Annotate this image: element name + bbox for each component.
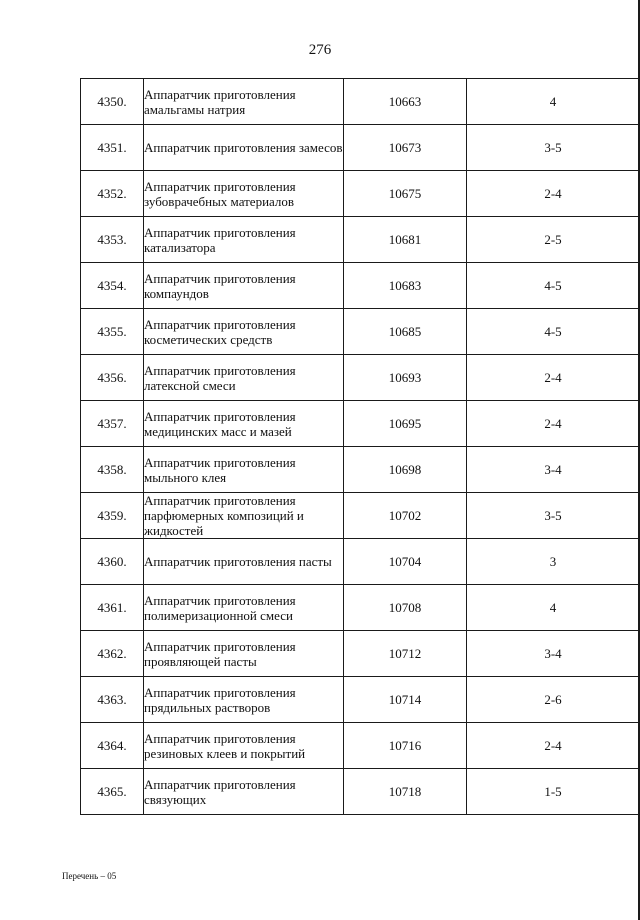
profession-name [144,171,344,217]
grade-range: 3-5 [467,493,640,539]
profession-name [144,585,344,631]
profession-code: 10698 [344,447,467,493]
footer-label: Перечень – 05 [62,871,117,881]
table-row [81,263,640,309]
profession-code: 10702 [344,493,467,539]
profession-name [144,79,344,125]
profession-name [144,769,344,815]
table-row [81,125,640,171]
grade-range: 4-5 [467,309,640,355]
profession-name-text: Аппаратчик приготовления замесов [144,140,343,155]
profession-name [144,539,344,585]
profession-name-text: Аппаратчик приготовления медицинских масс и мазей [144,408,296,439]
profession-name [144,631,344,677]
row-number: 4356. [81,355,144,401]
table-row [81,493,640,539]
grade-range: 2-4 [467,401,640,447]
row-number: 4351. [81,125,144,171]
profession-code: 10693 [344,355,467,401]
profession-name [144,355,344,401]
table-row [81,769,640,815]
profession-name [144,677,344,723]
table-row [81,171,640,217]
row-number: 4362. [81,631,144,677]
grade-range: 2-4 [467,723,640,769]
profession-name-text: Аппаратчик приготовления мыльного клея [144,454,296,485]
row-number: 4354. [81,263,144,309]
table-row [81,447,640,493]
row-number: 4360. [81,539,144,585]
row-number: 4365. [81,769,144,815]
profession-name-text: Аппаратчик приготовления амальгамы натрия [144,86,296,117]
profession-code: 10673 [344,125,467,171]
profession-code: 10718 [344,769,467,815]
profession-name-text: Аппаратчик приготовления компаундов [144,270,296,301]
profession-name [144,309,344,355]
profession-code: 10685 [344,309,467,355]
table-row [81,355,640,401]
row-number: 4350. [81,79,144,125]
profession-code: 10708 [344,585,467,631]
table-row [81,401,640,447]
row-number: 4352. [81,171,144,217]
grade-range: 4 [467,585,640,631]
profession-name-text: Аппаратчик приготовления проявляющей пасты [144,638,296,669]
grade-range: 3 [467,539,640,585]
profession-name-text: Аппаратчик приготовления полимеризационной смеси [144,592,296,623]
profession-name [144,125,344,171]
grade-range: 3-4 [467,631,640,677]
row-number: 4363. [81,677,144,723]
table-body [81,79,640,815]
row-number: 4355. [81,309,144,355]
table-row [81,677,640,723]
grade-range: 2-4 [467,171,640,217]
profession-code: 10712 [344,631,467,677]
row-number: 4357. [81,401,144,447]
profession-code: 10714 [344,677,467,723]
profession-name-text: Аппаратчик приготовления резиновых клеев и покрытий [144,730,306,761]
profession-name-text: Аппаратчик приготовления косметических средств [144,316,296,347]
profession-name-text: Аппаратчик приготовления прядильных растворов [144,684,296,715]
page-number: 276 [308,42,332,58]
table-row [81,723,640,769]
table-row [81,217,640,263]
profession-name-text: Аппаратчик приготовления латексной смеси [144,362,296,393]
profession-name-text: Аппаратчик приготовления пасты [144,554,332,569]
profession-code: 10683 [344,263,467,309]
row-number: 4361. [81,585,144,631]
profession-table [80,78,640,815]
profession-name [144,447,344,493]
profession-code: 10675 [344,171,467,217]
row-number: 4358. [81,447,144,493]
profession-name [144,723,344,769]
grade-range: 1-5 [467,769,640,815]
profession-code: 10695 [344,401,467,447]
table-row [81,309,640,355]
grade-range: 2-6 [467,677,640,723]
grade-range: 4 [467,79,640,125]
profession-name [144,263,344,309]
profession-name [144,217,344,263]
row-number: 4364. [81,723,144,769]
grade-range: 3-5 [467,125,640,171]
grade-range: 3-4 [467,447,640,493]
grade-range: 4-5 [467,263,640,309]
profession-name [144,493,344,539]
row-number: 4353. [81,217,144,263]
table-row [81,79,640,125]
profession-code: 10663 [344,79,467,125]
profession-code: 10716 [344,723,467,769]
grade-range: 2-5 [467,217,640,263]
profession-name-text: Аппаратчик приготовления катализатора [144,224,296,255]
profession-code: 10681 [344,217,467,263]
table-row [81,539,640,585]
profession-code: 10704 [344,539,467,585]
profession-name [144,401,344,447]
table-row [81,585,640,631]
grade-range: 2-4 [467,355,640,401]
profession-name-text: Аппаратчик приготовления зубоврачебных материалов [144,178,296,209]
table-row [81,631,640,677]
row-number: 4359. [81,493,144,539]
profession-name-text: Аппаратчик приготовления парфюмерных композиций и жидкостей [144,493,304,538]
profession-name-text: Аппаратчик приготовления связующих [144,776,296,807]
